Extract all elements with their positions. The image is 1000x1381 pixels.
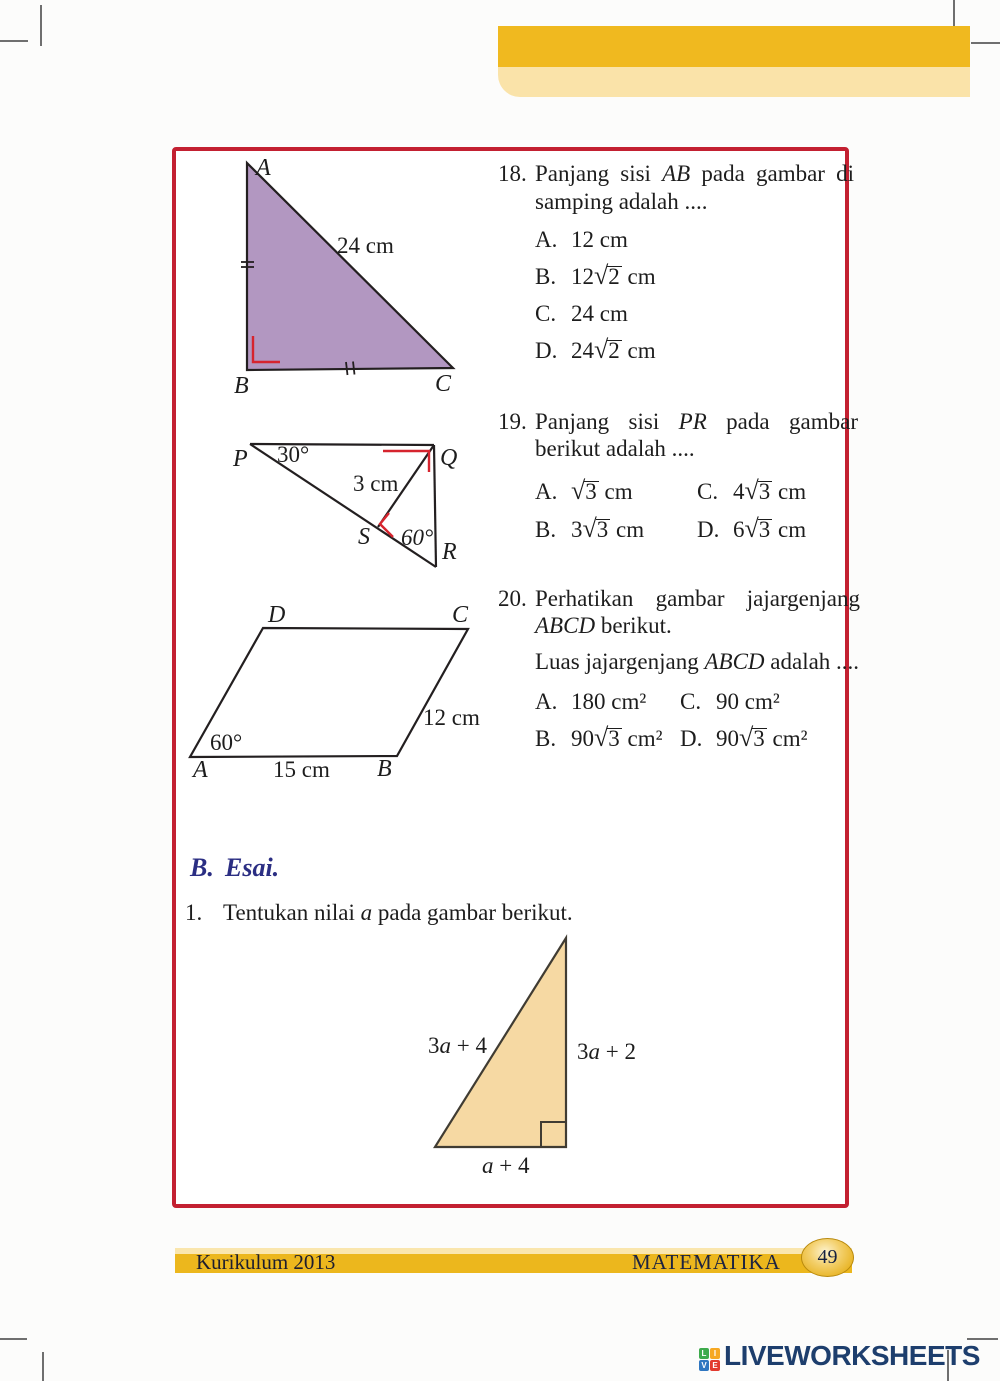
option-letter: B.: [535, 517, 557, 542]
option-c: [697, 478, 858, 516]
question-body: Panjang sisi AB pada gambar di samping adalah ....: [535, 161, 855, 214]
essay-triangle-diagram: [425, 925, 640, 1181]
option-letter: D.: [680, 726, 703, 751]
liveworksheets-wordmark: LIVEWORKSHEETS: [724, 1340, 980, 1371]
crop-mark-top-left-h: [0, 40, 28, 42]
option-letter: A.: [535, 479, 558, 504]
triangle-abc: [247, 163, 453, 370]
question-number: 18.: [498, 161, 527, 186]
essay-section-heading: [190, 853, 279, 883]
footer-subject-label: MATEMATIKA: [632, 1250, 781, 1274]
logo-square-e: E: [710, 1360, 720, 1371]
option-value: 6√3 cm: [733, 514, 807, 543]
option-value: 4√3 cm: [733, 476, 807, 505]
footer-curriculum-label: Kurikulum 2013: [196, 1250, 336, 1274]
vertical-side-label: 3a + 2: [577, 1039, 636, 1064]
vertex-b-label: B: [234, 373, 249, 399]
option-letter: D.: [697, 517, 720, 542]
hypotenuse-length-label: 24 cm: [337, 233, 394, 258]
question-body: Perhatikan gambar jajargenjang ABCD berikut.: [535, 586, 860, 638]
question-19-options: [535, 478, 858, 554]
vertex-r-label: R: [442, 539, 457, 565]
base-length-label: 15 cm: [273, 757, 330, 782]
option-letter: C.: [680, 689, 702, 714]
section-letter: B.: [190, 853, 214, 882]
option-value: 3√3 cm: [571, 514, 645, 543]
angle-p-label: 30°: [277, 442, 310, 467]
option-b: [535, 263, 854, 300]
question-body: Panjang sisi PR pada gambar berikut adalah ....: [535, 409, 858, 461]
liveworksheets-logo[interactable]: [699, 1340, 980, 1372]
crop-mark-bottom-left-v: [42, 1352, 44, 1381]
option-a: [535, 478, 697, 516]
angle-s-label: 60°: [401, 525, 434, 550]
question-20-subtext: Luas jajargenjang ABCD adalah ....: [535, 649, 860, 674]
question-18: [498, 160, 854, 374]
header-banner-dark: [498, 26, 970, 67]
crop-mark-top-right-v: [953, 0, 955, 28]
liveworksheets-grid-icon: [699, 1348, 720, 1371]
vertex-p-label: P: [233, 446, 248, 472]
option-c: [680, 688, 860, 725]
page-number: 49: [817, 1246, 838, 1268]
crop-mark-top-right-h: [971, 42, 1000, 44]
crop-mark-top-left-v: [40, 5, 42, 46]
option-letter: B.: [535, 264, 557, 289]
option-letter: C.: [535, 301, 557, 326]
question-19: [498, 408, 858, 554]
vertex-c-label: C: [452, 602, 469, 628]
option-a: [535, 226, 854, 263]
vertex-a-label: A: [256, 155, 271, 181]
option-letter: C.: [697, 479, 719, 504]
option-value: 90 cm²: [716, 689, 780, 714]
vertex-a-label: A: [193, 757, 208, 783]
option-value: 12√2 cm: [571, 261, 656, 290]
header-banner-light: [498, 67, 970, 97]
option-value: 90√3 cm²: [716, 723, 808, 752]
question-body: Tentukan nilai a pada gambar berikut.: [223, 900, 573, 925]
question-number: 19.: [498, 409, 527, 434]
angle-a-label: 60°: [210, 730, 243, 755]
logo-square-v: V: [699, 1360, 709, 1371]
question-18-options: [498, 226, 854, 374]
vertex-d-label: D: [268, 602, 286, 628]
option-value: √3 cm: [571, 476, 633, 505]
question-19-text: [498, 408, 858, 462]
option-value: 90√3 cm²: [571, 723, 663, 752]
option-value: 24√2 cm: [571, 335, 656, 364]
option-c: [535, 300, 854, 337]
vertex-s-label: S: [358, 524, 370, 550]
side-length-label: 12 cm: [423, 705, 480, 730]
hypotenuse-label: 3a + 4: [428, 1033, 487, 1058]
q18-triangle-diagram: [190, 150, 470, 400]
question-number: 1.: [185, 900, 203, 925]
option-letter: D.: [535, 338, 558, 363]
logo-square-l: L: [699, 1348, 709, 1359]
q20-parallelogram-diagram: [185, 598, 490, 788]
option-b: [535, 516, 697, 554]
vertex-b-label: B: [377, 756, 392, 782]
base-side-label: a + 4: [482, 1153, 530, 1178]
question-20-text: [498, 585, 860, 639]
section-title: Esai.: [225, 853, 280, 882]
question-18-text: [498, 160, 854, 216]
option-a: [535, 688, 680, 725]
essay-question-1: [185, 900, 573, 926]
option-letter: A.: [535, 689, 558, 714]
option-b: [535, 725, 680, 762]
option-letter: A.: [535, 227, 558, 252]
option-d: [697, 516, 858, 554]
crop-mark-bottom-left-h: [0, 1338, 27, 1340]
vertex-c-label: C: [435, 371, 452, 397]
q19-triangle-diagram: [225, 425, 470, 580]
option-value: 12 cm: [571, 227, 628, 252]
option-value: 180 cm²: [571, 689, 647, 714]
question-number: 20.: [498, 586, 527, 611]
option-letter: B.: [535, 726, 557, 751]
logo-square-i: I: [710, 1348, 720, 1359]
question-20: [498, 585, 860, 762]
option-d: [680, 725, 860, 762]
option-value: 24 cm: [571, 301, 628, 326]
page-number-badge: [801, 1238, 854, 1277]
option-d: [535, 337, 854, 374]
vertex-q-label: Q: [440, 445, 458, 471]
question-20-options: [535, 688, 860, 762]
qs-length-label: 3 cm: [353, 471, 399, 496]
